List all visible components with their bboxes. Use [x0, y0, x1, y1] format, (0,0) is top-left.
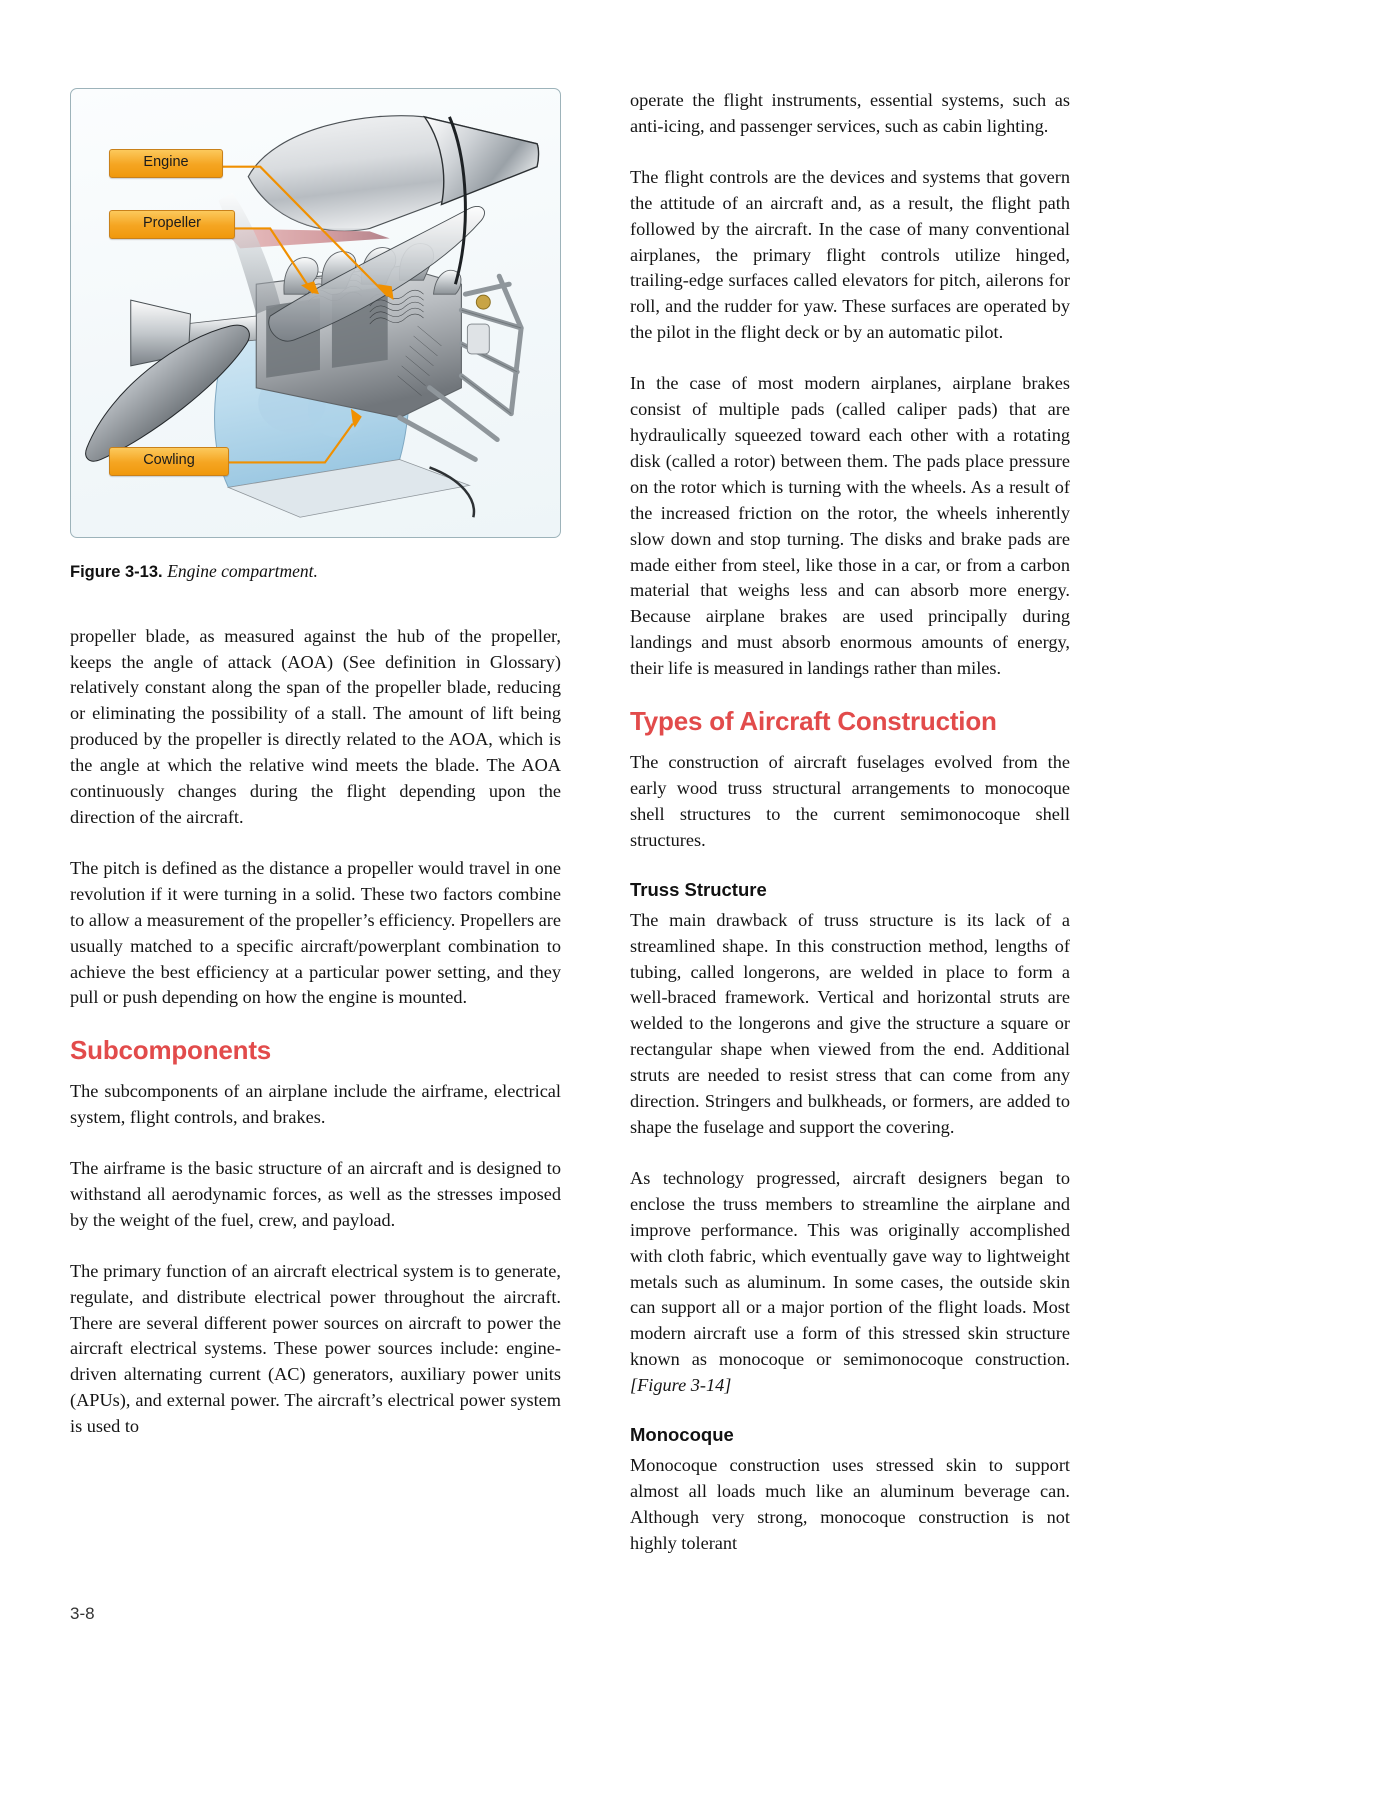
callout-cowling-label: Cowling: [143, 452, 195, 468]
paragraph-airplane-brakes: In the case of most modern airplanes, airplane brakes consist of multiple pads (called caliper pads) that are hydraulically squeezed toward each other with a rotating disk (called a rotor) between them. The pads place pressure on the rotor which is turning with the wheels. As a result of the increased friction on the rotor, the wheels inherently slow down and stop turning. The disks and brake pads are made either from steel, like those in a car, or from a carbon material that weighs less and can absorb more energy. Because airplane brakes are used principally during landings and must absorb enormous amounts of energy, their life is measured in landings rather than miles.: [630, 373, 1070, 679]
paragraph-propeller-blade: propeller blade, as measured against the hub of the propeller, keeps the angle of attack (AOA) (See definition in Glossary) relatively constant along the span of the propeller blade, reducing or eliminating the possibility of a stall. The amount of lift being produced by the propeller is directly related to the AOA, which is the angle at which the relative wind meets the blade. The AOA continuously changes during the flight depending upon the direction of the aircraft.: [70, 625, 561, 827]
figure-engine-compartment: [70, 88, 561, 538]
subheading-monocoque: Monocoque: [630, 1424, 734, 1446]
callout-propeller-label: Propeller: [142, 215, 202, 231]
page-number: 3-8: [70, 1604, 95, 1623]
paragraph-technology-progressed-text: As technology progressed, aircraft designers began to enclose the truss members to streamline the airplane and improve performance. This was originally accomplished with cloth fabric, which eventually gave way to lightweight metals such as aluminum. In some cases, the outside skin can support all or a major portion of the flight loads. Most modern aircraft use a form of this stressed skin structure known as monocoque or semimonocoque construction.: [630, 1167, 1070, 1370]
paragraph-subcomponents-list: The subcomponents of an airplane include the airframe, electrical system, flight controls, and brakes.: [70, 1081, 561, 1128]
paragraph-truss-drawback: The main drawback of truss structure is its lack of a streamlined shape. In this construction method, lengths of tubing, called longerons, are welded in place to form a well-braced framework. Vertical and horizontal struts are welded to the longerons and give the structure a square or rectangular shape when viewed from the end. Additional struts are needed to resist stress that can come from any direction. Stringers and bulkheads, or formers, are added to shape the fuselage and support the covering.: [630, 909, 1070, 1137]
paragraph-monocoque: Monocoque construction uses stressed skin to support almost all loads much like an aluminum beverage can. Although very strong, monocoque construction is not highly tolerant: [630, 1455, 1070, 1553]
figure-reference-3-14: [Figure 3-14]: [630, 1375, 732, 1396]
callout-engine-label: Engine: [143, 154, 189, 170]
subheading-truss-structure: Truss Structure: [630, 878, 767, 900]
paragraph-technology-progressed: [630, 1166, 1070, 1399]
figure-caption-number: Figure 3-13.: [70, 563, 163, 581]
paragraph-flight-controls: The flight controls are the devices and systems that govern the attitude of an aircraft and, as a result, the flight path followed by the aircraft. In the case of many conventional airplanes, the primary flight controls utilize hinged, trailing-edge surfaces called elevators for pitch, ailerons for roll, and the rudder for yaw. These surfaces are operated by the pilot in the flight deck or by an automatic pilot.: [630, 166, 1070, 343]
paragraph-electrical-system: The primary function of an aircraft electrical system is to generate, regulate, and distribute electrical power throughout the aircraft. There are several different power sources on aircraft to power the aircraft electrical systems. These power sources include: engine-driven alternating current (AC) generators, auxiliary power units (APUs), and external power. The aircraft’s electrical power system is used to: [70, 1260, 561, 1437]
paragraph-pitch: The pitch is defined as the distance a propeller would travel in one revolution if it were turning in a solid. These two factors combine to allow a measurement of the propeller’s efficiency. Propellers are usually matched to a specific aircraft/powerplant combination to achieve the best efficiency at a particular power setting, and they pull or push depending on how the engine is mounted.: [70, 857, 561, 1008]
figure-caption: [70, 560, 561, 584]
heading-types-of-aircraft-construction: Types of Aircraft Construction: [630, 706, 997, 737]
callout-engine: [109, 149, 223, 178]
callout-cowling: [109, 447, 229, 476]
right-column: [630, 88, 1070, 1557]
paragraph-construction-intro: The construction of aircraft fuselages evolved from the early wood truss structural arrangements to monocoque shell structures to the current semimonocoque shell structures.: [630, 751, 1070, 850]
heading-subcomponents: Subcomponents: [70, 1035, 272, 1066]
paragraph-airframe: The airframe is the basic structure of an aircraft and is designed to withstand all aerodynamic forces, as well as the stresses imposed by the weight of the fuel, crew, and payload.: [70, 1158, 561, 1230]
callout-propeller: [109, 210, 235, 239]
paragraph-operate-instruments: operate the flight instruments, essential systems, such as anti-icing, and passenger services, such as cabin lighting.: [630, 90, 1070, 136]
figure-caption-title: Engine compartment.: [167, 561, 318, 581]
left-column: [70, 88, 561, 1557]
two-column-layout: [70, 88, 1070, 1557]
